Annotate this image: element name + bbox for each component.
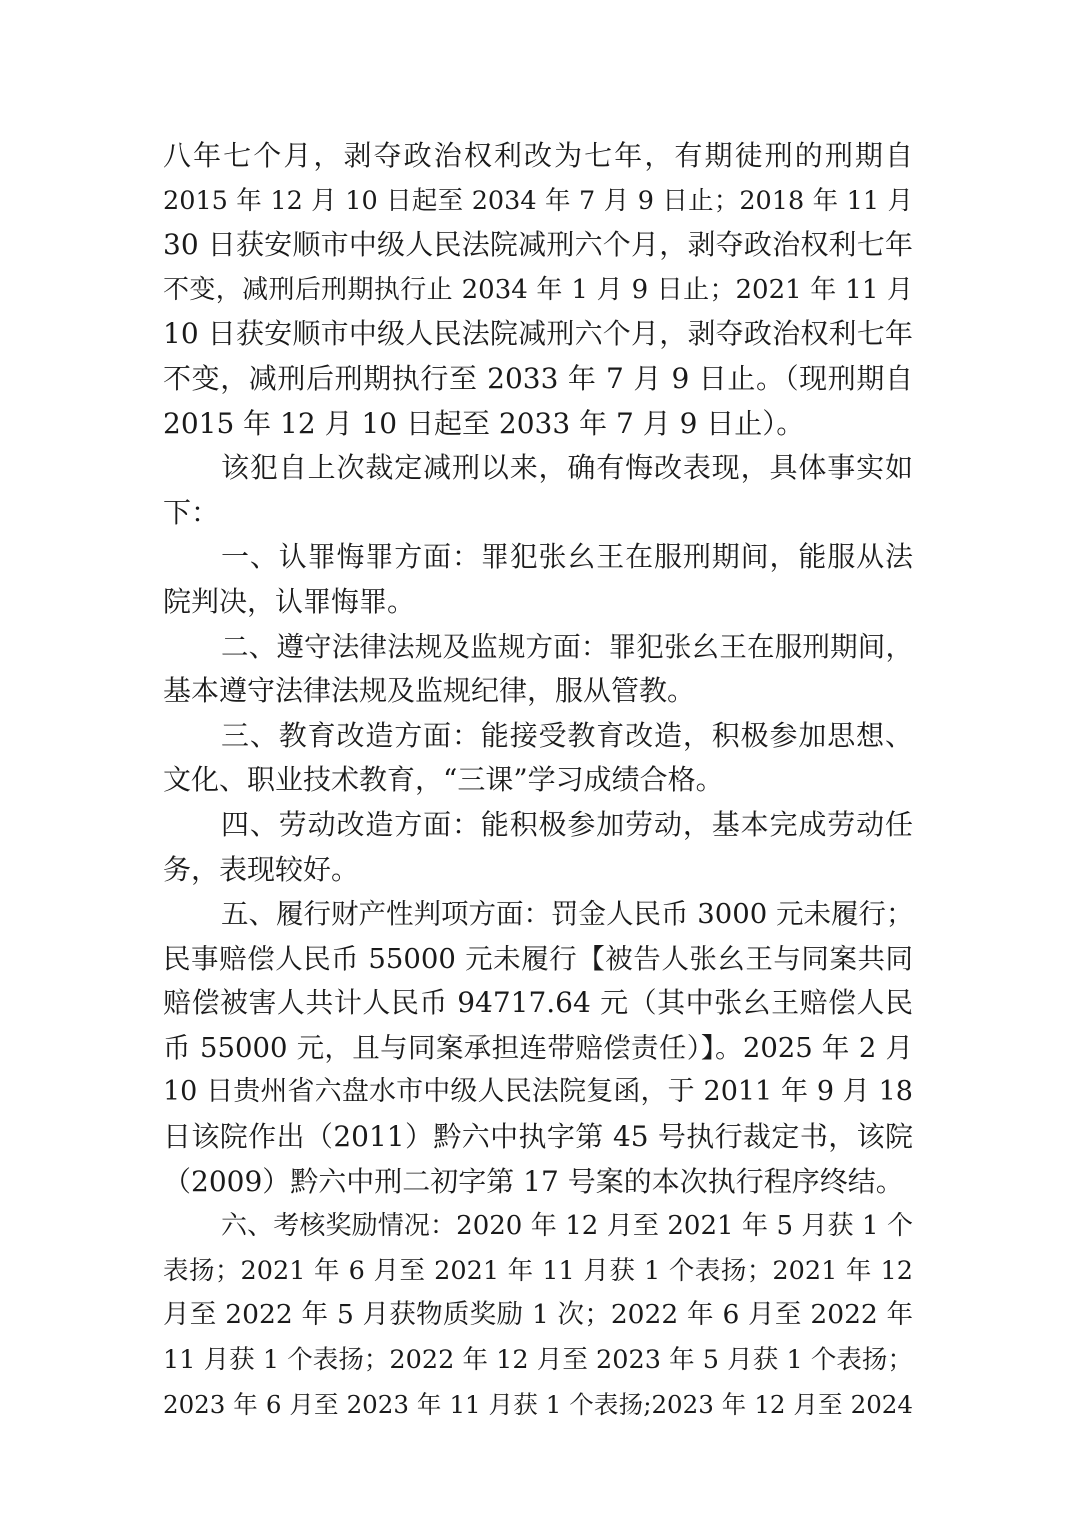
- text-line: 不变，减刑后刑期执行止 2034 年 1 月 9 日止；2021 年 11 月: [163, 274, 913, 305]
- text-line: 文化、职业技术教育，“三课”学习成绩合格。: [163, 763, 724, 797]
- text-line: 八年七个月，剥夺政治权利改为七年，有期徒刑的刑期自: [163, 139, 913, 172]
- text-line: 2015 年 12 月 10 日起至 2033 年 7 月 9 日止）。: [163, 406, 805, 440]
- text-line: 该犯自上次裁定减刑以来，确有悔改表现，具体事实如: [221, 451, 913, 485]
- text-line: （2009）黔六中刑二初字第 17 号案的本次执行程序终结。: [163, 1164, 904, 1198]
- text-line: 四、劳动改造方面：能积极参加劳动，基本完成劳动任: [221, 807, 913, 841]
- text-line: 2023 年 6 月至 2023 年 11 月获 1 个表扬;2023 年 12 月至 2024: [163, 1389, 913, 1419]
- text-line: 六、考核奖励情况：2020 年 12 月至 2021 年 5 月获 1 个: [221, 1211, 913, 1242]
- text-line: 10 日贵州省六盘水市中级人民法院复函，于 2011 年 9 月 18: [163, 1076, 913, 1108]
- text-line: 基本遵守法律法规及监规纪律，服从管教。: [163, 674, 696, 708]
- text-line: 表扬；2021 年 6 月至 2021 年 11 月获 1 个表扬；2021 年 12: [163, 1255, 913, 1286]
- text-line: 一、认罪悔罪方面：罪犯张幺王在服刑期间，能服从法: [221, 540, 913, 574]
- text-line: 10 日获安顺市中级人民法院减刑六个月，剥夺政治权利七年: [163, 317, 913, 351]
- text-line: 30 日获安顺市中级人民法院减刑六个月，剥夺政治权利七年: [163, 228, 913, 262]
- text-line: 三、教育改造方面：能接受教育改造，积极参加思想、: [221, 718, 913, 752]
- text-line: 币 55000 元，且与同案承担连带赔偿责任）】。2025 年 2 月: [163, 1031, 913, 1064]
- text-line: 院判决，认罪悔罪。: [163, 584, 416, 618]
- text-line: 日该院作出（2011）黔六中执字第 45 号执行裁定书，该院: [163, 1120, 913, 1154]
- text-line: 二、遵守法律法规及监规方面：罪犯张幺王在服刑期间，: [221, 630, 913, 663]
- text-line: 民事赔偿人民币 55000 元未履行【被告人张幺王与同案共同: [163, 942, 913, 975]
- text-line: 务，表现较好。: [163, 852, 360, 886]
- text-line: 下：: [163, 495, 220, 529]
- document-body: [163, 134, 913, 1427]
- text-line: 月至 2022 年 5 月获物质奖励 1 次；2022 年 6 月至 2022 年: [163, 1299, 913, 1331]
- text-line: 11 月获 1 个表扬；2022 年 12 月至 2023 年 5 月获 1 个表扬；: [163, 1345, 913, 1376]
- text-line: 不变，减刑后刑期执行至 2033 年 7 月 9 日止。（现刑期自: [163, 361, 913, 395]
- text-line: 2015 年 12 月 10 日起至 2034 年 7 月 9 日止；2018 年 11 月: [163, 185, 913, 216]
- text-line: 五、履行财产性判项方面：罚金人民币 3000 元未履行；: [221, 898, 914, 931]
- text-line: 赔偿被害人共计人民币 94717.64 元（其中张幺王赔偿人民: [163, 986, 913, 1020]
